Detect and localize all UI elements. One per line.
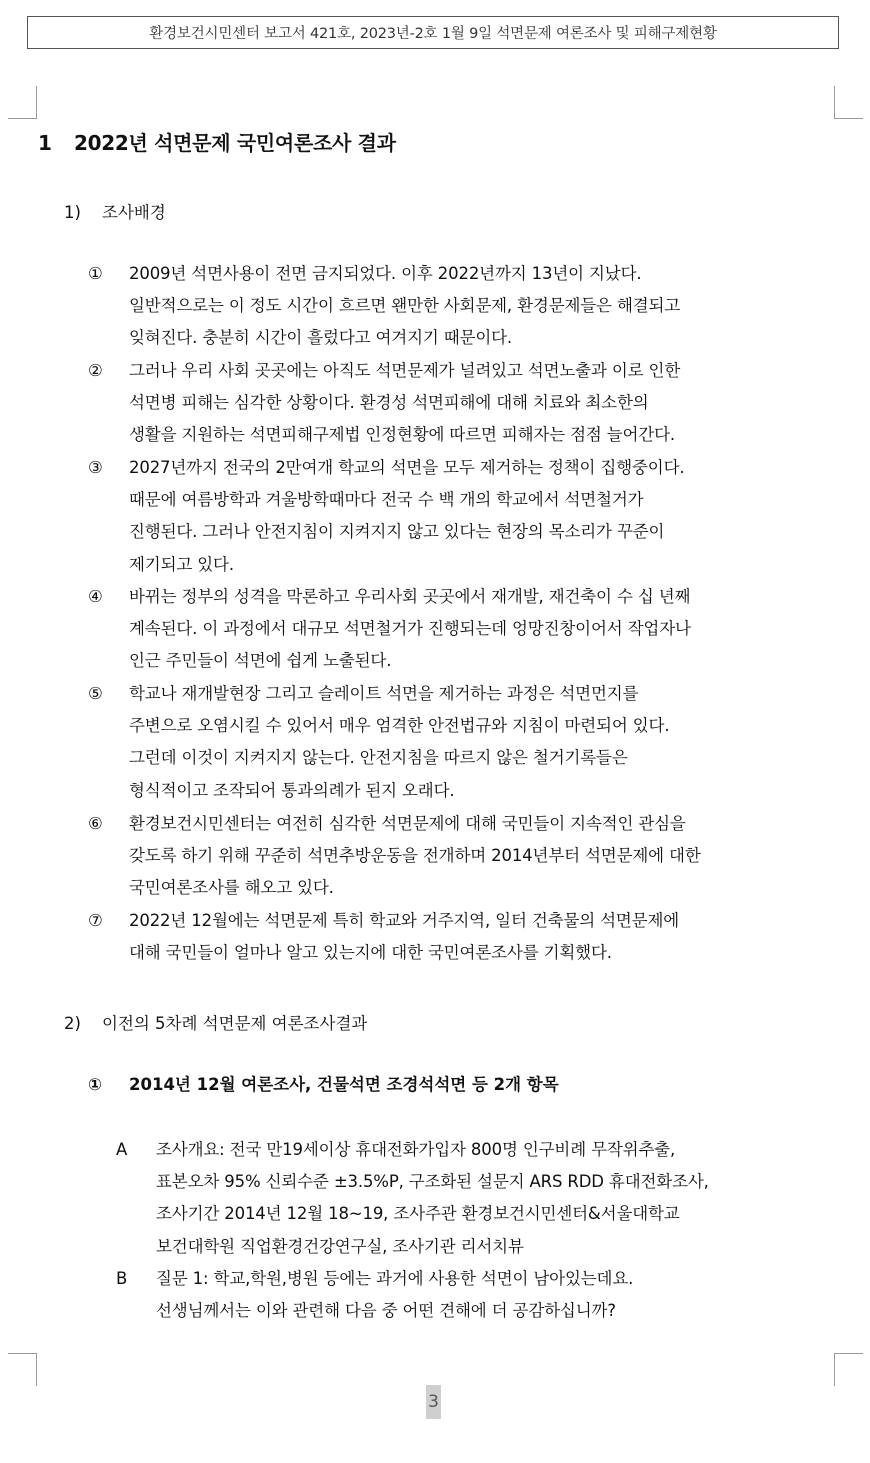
item-marker: ① xyxy=(88,264,103,283)
item-line: 2009년 석면사용이 전면 금지되었다. 이후 2022년까지 13년이 지났다. xyxy=(129,264,642,283)
item-line: 계속된다. 이 과정에서 대규모 석면철거가 진행되는데 엉망진창이어서 작업자나 xyxy=(129,619,691,639)
item-line: 조사기간 2014년 12월 18~19, 조사주관 환경보건시민센터&서울대학교 xyxy=(156,1204,680,1224)
item-marker: ⑤ xyxy=(88,684,103,703)
item-marker: A xyxy=(116,1140,128,1159)
item-line: 조사개요: 전국 만19세이상 휴대전화가입자 800명 인구비례 무작위추출, xyxy=(156,1140,676,1159)
background-item-5 xyxy=(88,678,836,807)
background-item-4 xyxy=(88,581,836,678)
background-item-7 xyxy=(88,905,836,969)
survey-title: 2014년 12월 여론조사, 건물석면 조경석석면 등 2개 항목 xyxy=(129,1075,559,1094)
item-line: 질문 1: 학교,학원,병원 등에는 과거에 사용한 석면이 남아있는데요. xyxy=(156,1269,634,1288)
crop-mark-bottom-left xyxy=(8,1353,37,1386)
item-line: 주변으로 오염시킬 수 있어서 매우 엄격한 안전법규와 지침이 마련되어 있다. xyxy=(129,716,670,736)
item-line: 잊혀진다. 충분히 시간이 흘렀다고 여겨지기 때문이다. xyxy=(129,328,513,348)
background-item-3 xyxy=(88,452,836,581)
item-line: 국민여론조사를 해오고 있다. xyxy=(129,878,334,898)
subsection-heading-background xyxy=(64,199,166,223)
survey-marker: ① xyxy=(88,1075,102,1094)
item-marker: B xyxy=(116,1269,128,1288)
item-line: 인근 주민들이 석면에 쉽게 노출된다. xyxy=(129,651,392,671)
item-line: 형식적이고 조작되어 통과의례가 된지 오래다. xyxy=(129,780,455,800)
item-line: 제기되고 있다. xyxy=(129,554,234,574)
item-line: 환경보건시민센터는 여전히 심각한 석면문제에 대해 국민들이 지속적인 관심을 xyxy=(129,814,686,833)
survey-heading xyxy=(88,1071,559,1095)
subsection-number: 2) xyxy=(64,1014,81,1033)
item-marker: ② xyxy=(88,361,103,380)
background-item-1 xyxy=(88,258,836,355)
item-line: 선생님께서는 이와 관련해 다음 중 어떤 견해에 더 공감하십니까? xyxy=(156,1301,616,1321)
item-line: 표본오차 95% 신뢰수준 ±3.5%P, 구조화된 설문지 ARS RDD 휴대전화조사, xyxy=(156,1172,709,1192)
survey-item-b xyxy=(116,1263,836,1327)
section-number: 1 xyxy=(38,131,52,155)
crop-mark-top-left xyxy=(8,86,37,119)
item-marker: ⑥ xyxy=(88,814,103,833)
item-line: 보건대학원 직업환경건강연구실, 조사기관 리서치뷰 xyxy=(156,1236,524,1256)
item-line: 그러나 우리 사회 곳곳에는 아직도 석면문제가 널려있고 석면노출과 이로 인한 xyxy=(129,361,681,380)
subsection-title: 이전의 5차례 석면문제 여론조사결과 xyxy=(102,1014,368,1033)
subsection-number: 1) xyxy=(64,203,81,222)
item-marker: ⑦ xyxy=(88,911,103,930)
subsection-heading-previous-surveys xyxy=(64,1010,367,1034)
report-header xyxy=(27,16,839,49)
background-item-2 xyxy=(88,355,836,452)
item-line: 석면병 피해는 심각한 상황이다. 환경성 석면피해에 대해 치료와 최소한의 xyxy=(129,393,649,413)
crop-mark-top-right xyxy=(834,86,863,119)
item-line: 대해 국민들이 얼마나 알고 있는지에 대한 국민여론조사를 기획했다. xyxy=(129,943,612,963)
item-line: 진행된다. 그러나 안전지침이 지켜지지 않고 있다는 현장의 목소리가 꾸준이 xyxy=(129,522,665,542)
item-line: 생활을 지원하는 석면피해구제법 인정현황에 따르면 피해자는 점점 늘어간다. xyxy=(129,425,676,445)
report-header-text: 환경보건시민센터 보고서 421호, 2023년-2호 1월 9일 석면문제 여론조사 및 피해구제현황 xyxy=(149,26,717,42)
section-title: 2022년 석면문제 국민여론조사 결과 xyxy=(74,131,396,155)
item-line: 학교나 재개발현장 그리고 슬레이트 석면을 제거하는 과정은 석면먼지를 xyxy=(129,684,639,703)
crop-mark-bottom-right xyxy=(834,1353,863,1386)
item-line: 2027년까지 전국의 2만여개 학교의 석면을 모두 제거하는 정책이 집행중이다. xyxy=(129,458,685,477)
item-line: 일반적으로는 이 정도 시간이 흐르면 왠만한 사회문제, 환경문제들은 해결되고 xyxy=(129,296,681,316)
item-line: 때문에 여름방학과 겨울방학때마다 전국 수 백 개의 학교에서 석면철거가 xyxy=(129,490,644,510)
background-item-6 xyxy=(88,808,836,905)
subsection-title: 조사배경 xyxy=(102,203,166,222)
item-line: 그런데 이것이 지켜지지 않는다. 안전지침을 따르지 않은 철거기록들은 xyxy=(129,748,628,768)
item-marker: ③ xyxy=(88,458,103,477)
section-heading xyxy=(38,127,396,156)
item-marker: ④ xyxy=(88,587,103,606)
page-number: 3 xyxy=(426,1385,441,1419)
survey-item-a xyxy=(116,1134,836,1263)
item-line: 바뀌는 정부의 성격을 막론하고 우리사회 곳곳에서 재개발, 재건축이 수 십 년째 xyxy=(129,587,691,606)
item-line: 2022년 12월에는 석면문제 특히 학교와 거주지역, 일터 건축물의 석면문제에 xyxy=(129,911,680,930)
item-line: 갖도록 하기 위해 꾸준히 석면추방운동을 전개하며 2014년부터 석면문제에 대한 xyxy=(129,846,701,866)
